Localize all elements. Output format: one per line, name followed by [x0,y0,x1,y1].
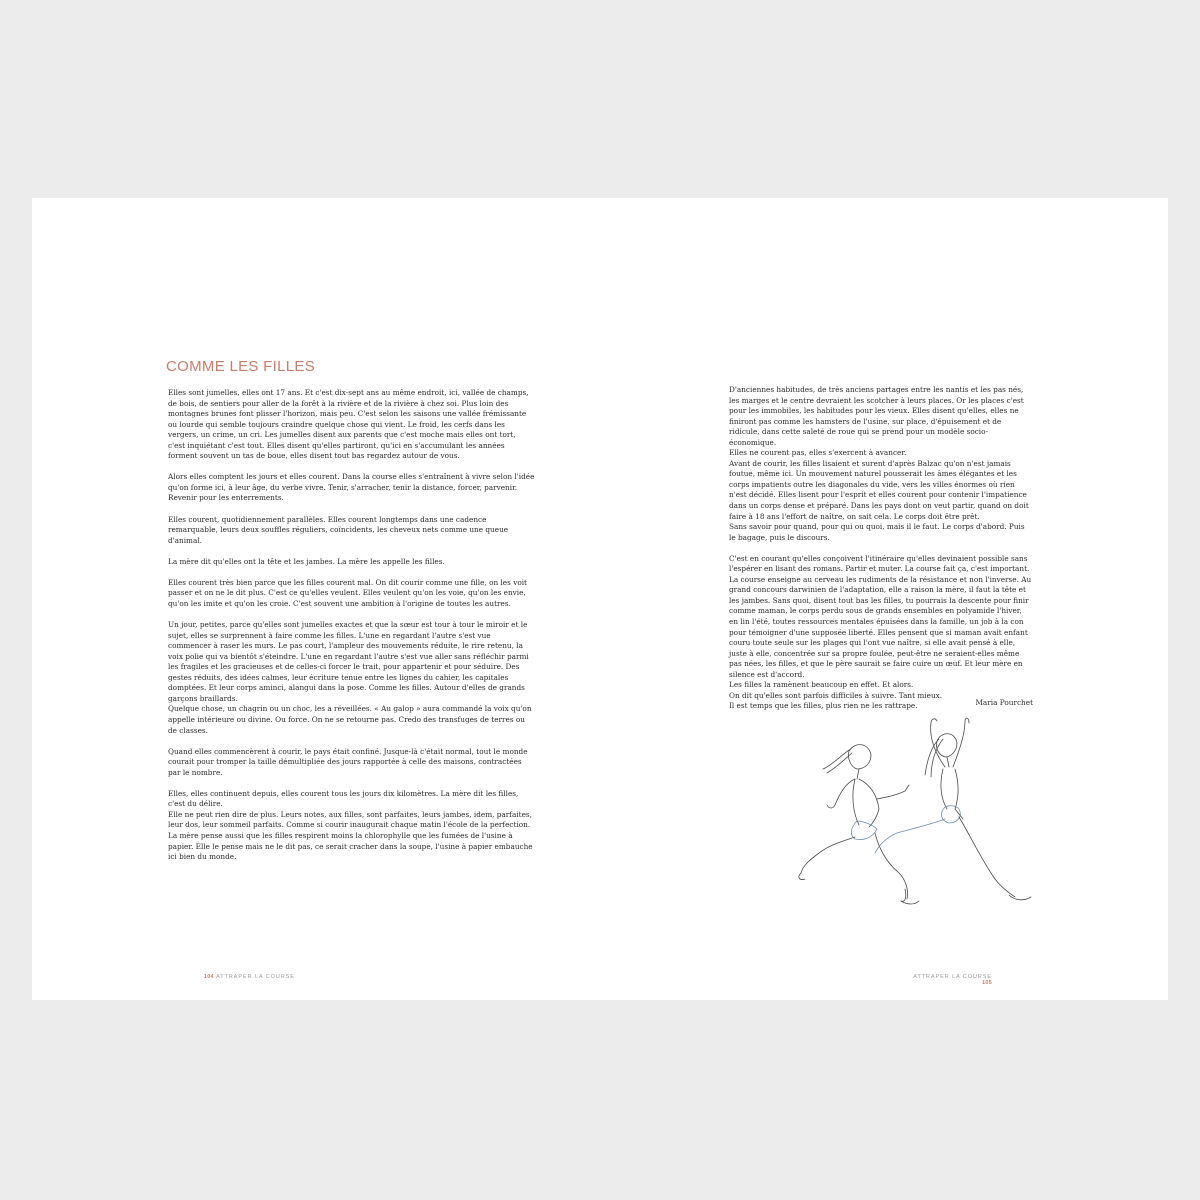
left-page-text [168,388,535,873]
page-number-right: 105 [982,980,992,986]
paragraph: Elles courent, quotidiennement parallèles. Elles courent longtemps dans une cadence remarquable, leurs deux souffles réguliers, coïncidents, les cheveux nets comme une queue d'animal. [168,514,509,545]
two-runners-sketch-icon [759,713,1039,913]
paragraph: Alors elles comptent les jours et elles courent. Dans la course elles s'entraînent à vivre selon l'idée qu'on forme ici, à leur âge, du verbe vivre. Tenir, s'arracher, tenir la distance, forcer, parvenir. Revenir pour les enterrements. [168,472,535,503]
paragraph: D'anciennes habitudes, de très anciens partages entre les nantis et les pas nés, les marges et le centre devraient les scotcher à leurs places. Or les places c'est pour les immobiles, les habitudes pour les vieux. Elles disent qu'elles, elles ne finiront pas comme les hamsters de l'usine, sur place, d'épuisement et de ridicule, dans cette saleté de roue qui se prend pour un modèle socio-économique. Elles ne courent pas, elles s'exercent à avancer. Avant de courir, les filles lisaient et surent d'après Balzac qu'on n'est jamais foutue, même ici. Un mouvement naturel pousserait les âmes élégantes et les corps impatients outre les diagonales du vide, vers les villes énormes où rien n'est décidé. Elles lisent pour l'esprit et elles courent pour contenir l'impatience dans un corps dense et préparé. Dans les pays dont on veut partir, quand on doit faire à 18 ans l'effort de naître, on sait cela. Le corps doit être prêt. Sans savoir pour quand, pour qui ou quoi, mais il le faut. Le corps d'abord. Puis le bagage, puis le discours. [729,385,1029,542]
runner-left-figure [799,745,919,904]
page-title: COMME LES FILLES [166,358,316,375]
folio-left [204,974,295,980]
folio-right [902,974,992,986]
paragraph: Elles courent très bien parce que les filles courent mal. On dit courir comme une fille, on les voit passer et on ne le dit plus. C'est ce qu'elles veulent. Elles veulent qu'on les voie, qu'on les envie, qu'on les imite et qu'on les croie. C'est souvent une ambition à l'origine de toutes les autres. [168,577,527,608]
running-head-left: ATTRAPER LA COURSE [216,974,295,980]
running-head-right: ATTRAPER LA COURSE [913,974,992,980]
paragraph: Quand elles commencèrent à courir, le pays était confiné. Jusque-là c'était normal, tout le monde courait pour tromper la taille démultipliée des jours rapportée à celle des maisons, contractées par le nombre. [168,746,528,777]
page-number-left: 104 [204,974,214,980]
paragraph: Un jour, petites, parce qu'elles sont jumelles exactes et que la sœur est tour à tour le miroir et le sujet, elles se surprennent à faire comme les filles. L'une en regardant l'autre s'est vue commencer à raser les murs. Le pas court, l'ampleur des mouvements réduite, le rire retenu, la voix polie qui va bientôt s'éteindre. L'une en regardant l'autre s'est vue aller sans réfléchir parmi les fragiles et les gracieuses et de celles-ci forcer le trait, pour appartenir et pour séduire. Des gestes réduits, des idées calmes, leur écriture tenue entre les lignes du cahier, les capitales domptées. Et leur corps aminci, alangui dans la pose. Comme les filles. Autour d'elles de grands garçons braillards. Quelque chose, un chagrin ou un choc, les a réveillées. « Au galop » aura commandé la voix qu'on appelle intérieure ou divine. Ou force. On ne se retourne pas. Credo des transfuges de terres ou de classes. [168,620,532,735]
paragraph: La mère dit qu'elles ont la tête et les jambes. La mère les appelle les filles. [168,556,445,566]
right-page-text [729,385,1033,723]
author-signature: Maria Pourchet [975,698,1033,707]
paragraph: Elles, elles continuent depuis, elles courent tous les jours dix kilomètres. La mère dit les filles, c'est du délire. Elle ne peut rien dire de plus. Leurs notes, aux filles, sont parfaites, leurs jambes, idem, parfaites, leur dos, leur sommeil parfaits. Comme si courir inaugurait chaque matin l'école de la perfection. La mère pense aussi que les filles respirent moins la chlorophylle que les fumées de l'usine à papier. Elle le pense mais ne le dit pas, ce serait cracher dans la soupe, l'usine à papier embauche ici bien du monde. [168,788,533,862]
paragraph: Elles sont jumelles, elles ont 17 ans. Et c'est dix-sept ans au même endroit, ici, vallée de champs, de bois, de sentiers pour aller de la forêt à la rivière et de la rivière à chez soi. Plus loin des montagnes brunes font plisser l'horizon, mais peu. C'est selon les saisons une vallée frémissante ou lourde qui semble toujours craindre quelque chose qui vient. Le froid, les cerfs dans les vergers, un crime, un cri. Les jumelles disent aux parents que c'est moche mais elles ont tort, c'est inquiétant c'est tout. Elles disent qu'elles partiront, qu'ici en s'accumulant les années forment souvent un tas de boue, elles disent tout bas regardez autour de vous. [168,388,529,461]
book-spread [32,198,1168,1000]
paragraph: C'est en courant qu'elles conçoivent l'itinéraire qu'elles devinaient possible sans l'espérer en lisant des romans. Partir et muter. La course fait ça, c'est important. La course enseigne au cerveau les rudiments de la résistance et non l'inverse. Au grand concours darwinien de l'adaptation, elle a raison la mère, il faut la tête et les jambes. Sans quoi, disent tout bas les filles, tu pourrais la descente pour finir comme maman, le corps perdu sous de grands ensembles en polyamide l'hiver, en lin l'été, toutes ressources mentales épuisées dans la famille, un job à la con pour témoigner d'une supposée liberté. Elles pensent que si maman avait enfant couru toute seule sur les plages qui l'ont vue naître, si elle avait pensé à elle, juste à elle, concentrée sur sa propre foulée, peut-être ne seraient-elles même pas nées, les filles, et que le père saurait se faire cuire un œuf. Et leur mère en silence est d'accord. Les filles la ramènent beaucoup en effet. Et alors. On dit qu'elles sont parfois difficiles à suivre. Tant mieux. Il est temps que les filles, plus rien ne les rattrape. [729,553,1032,711]
